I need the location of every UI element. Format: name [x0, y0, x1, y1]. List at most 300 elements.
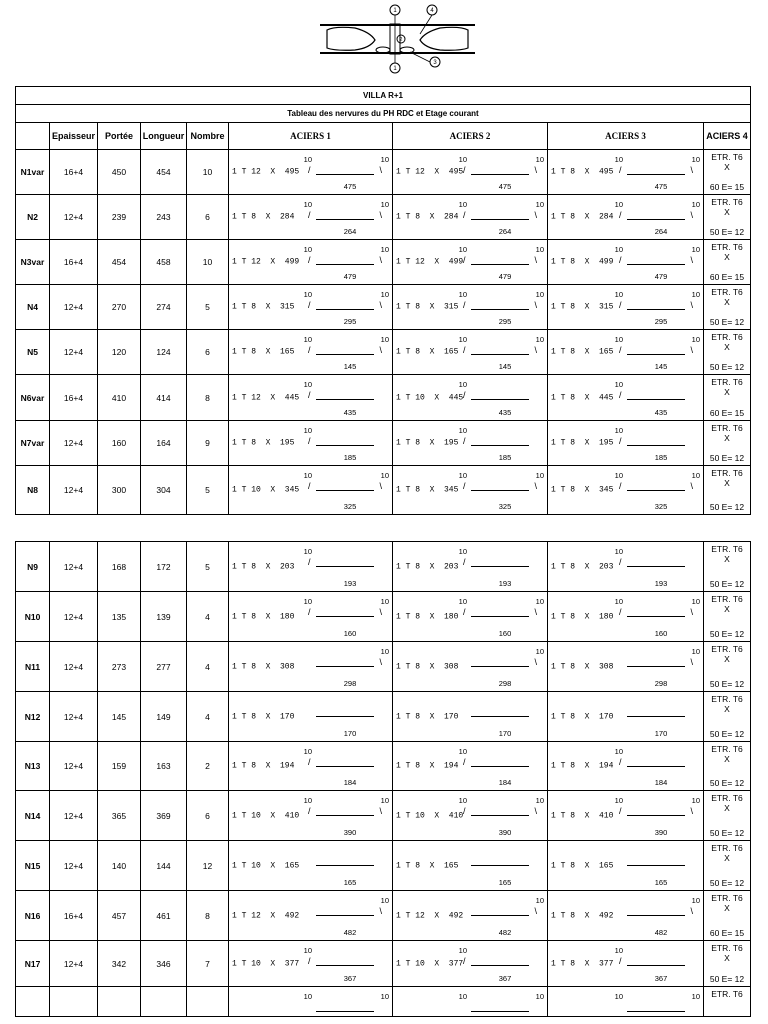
hook-left-length: 10 — [458, 747, 467, 756]
bar-line — [471, 965, 529, 966]
bar-straight-length: 160 — [498, 629, 512, 638]
header-cell: Epaisseur — [50, 123, 98, 150]
hook-right-length: 10 — [691, 471, 700, 480]
hook-left-length: 10 — [303, 245, 312, 254]
stirrup-spacing: 50 E= 12 — [709, 227, 745, 237]
hook-left-length: 10 — [303, 747, 312, 756]
portee-cell: 120 — [98, 330, 141, 375]
aciers-cell — [229, 542, 393, 592]
epaisseur-cell: 12+4 — [50, 466, 98, 515]
stirrup-type: ETR. T6 — [711, 943, 743, 953]
hook-right: \ — [379, 657, 382, 667]
table-row — [16, 375, 751, 421]
hook-right: \ — [690, 345, 693, 355]
rib-section-diagram — [315, 4, 480, 74]
stirrup-spec — [704, 989, 750, 999]
hook-right: \ — [379, 255, 382, 265]
hook-right-length: 10 — [380, 200, 389, 209]
stirrup-spec — [704, 544, 750, 564]
bar-line — [316, 1011, 374, 1012]
bar-shape — [463, 658, 537, 670]
bar-line — [471, 399, 529, 400]
bar-line — [316, 915, 374, 916]
bar-spec: 1 T 12 X 492 — [396, 911, 464, 920]
hook-left-length: 10 — [614, 155, 623, 164]
bar-spec: 1 T 8 X 315 — [551, 302, 614, 312]
hook-left: / — [308, 607, 311, 617]
hook-right-length: 10 — [535, 896, 544, 905]
bar-line — [471, 616, 529, 617]
header-cell: Nombre — [187, 123, 229, 150]
bar-shape — [619, 301, 693, 313]
longueur-cell: 274 — [141, 285, 187, 330]
nombre-cell: 9 — [187, 421, 229, 466]
aciers4-cell — [704, 375, 751, 421]
bar-shape — [619, 708, 693, 720]
aciers4-cell — [704, 941, 751, 987]
bar-shape — [463, 758, 537, 770]
aciers-cell — [548, 642, 704, 692]
bar-line — [627, 716, 685, 717]
aciers-cell — [393, 542, 548, 592]
hook-left: / — [619, 345, 622, 355]
aciers-cell — [229, 240, 393, 285]
bar-line — [627, 766, 685, 767]
stirrup-type: ETR. T6 — [711, 694, 743, 704]
bar-shape — [308, 708, 382, 720]
bar-line — [316, 616, 374, 617]
hook-right-length: 10 — [380, 796, 389, 805]
bar-straight-length: 165 — [498, 878, 512, 887]
bar-line — [471, 666, 529, 667]
bar-straight-length: 479 — [498, 272, 512, 281]
aciers-cell — [393, 592, 548, 642]
aciers4-cell — [704, 987, 751, 1017]
bar-straight-length: 298 — [343, 679, 357, 688]
bar-shape — [463, 807, 537, 819]
stirrup-spacing: 50 E= 12 — [709, 778, 745, 788]
hook-right: \ — [690, 657, 693, 667]
longueur-cell: 172 — [141, 542, 187, 592]
hook-right-length: 10 — [535, 992, 544, 1001]
epaisseur-cell: 16+4 — [50, 375, 98, 421]
rib-name: N10 — [16, 592, 50, 642]
bar-straight-length: 264 — [654, 227, 668, 236]
bar-straight-length: 325 — [498, 502, 512, 511]
table-row — [16, 987, 751, 1017]
hook-right: \ — [379, 300, 382, 310]
bar-line — [471, 766, 529, 767]
bar-spec: 1 T 8 X 315 — [396, 302, 459, 312]
bar-shape — [308, 608, 382, 620]
rib-name: N9 — [16, 542, 50, 592]
bar-line — [316, 666, 374, 667]
bar-line — [627, 1011, 685, 1012]
bar-straight-length: 160 — [654, 629, 668, 638]
bar-shape — [463, 346, 537, 358]
hook-left: / — [619, 607, 622, 617]
aciers4-cell — [704, 285, 751, 330]
bar-shape — [463, 1003, 537, 1015]
bar-line — [627, 815, 685, 816]
bar-spec: 1 T 8 X 315 — [232, 302, 295, 312]
hook-left-length: 10 — [303, 597, 312, 606]
bar-shape — [308, 482, 382, 494]
hook-left: / — [308, 436, 311, 446]
aciers-cell — [393, 941, 548, 987]
ribs-table-top — [15, 86, 751, 515]
aciers-cell — [548, 941, 704, 987]
epaisseur-cell: 16+4 — [50, 150, 98, 195]
stirrup-type: ETR. T6 — [711, 332, 743, 342]
hook-right-length: 10 — [691, 290, 700, 299]
bar-shape — [308, 301, 382, 313]
bar-straight-length: 184 — [654, 778, 668, 787]
hook-left: / — [619, 165, 622, 175]
bar-straight-length: 390 — [498, 828, 512, 837]
hook-right-length: 10 — [535, 796, 544, 805]
aciers-cell — [229, 421, 393, 466]
table-row — [16, 330, 751, 375]
portee-cell: 239 — [98, 195, 141, 240]
stirrup-spec — [704, 423, 750, 443]
hook-right-length: 10 — [380, 992, 389, 1001]
bar-line — [627, 354, 685, 355]
stirrup-x: X — [724, 704, 730, 714]
epaisseur-cell: 12+4 — [50, 642, 98, 692]
portee-cell: 140 — [98, 841, 141, 891]
longueur-cell: 458 — [141, 240, 187, 285]
hook-right: \ — [690, 300, 693, 310]
stirrup-spacing: 60 E= 15 — [709, 408, 745, 418]
stirrup-spec — [704, 152, 750, 172]
bar-shape — [463, 857, 537, 869]
bar-spec: 1 T 8 X 308 — [232, 662, 295, 671]
longueur-cell: 139 — [141, 592, 187, 642]
hook-right-length: 10 — [535, 245, 544, 254]
longueur-cell: 149 — [141, 692, 187, 742]
bar-straight-length: 475 — [654, 182, 668, 191]
bar-spec: 1 T 8 X 194 — [232, 761, 295, 771]
epaisseur-cell: 12+4 — [50, 421, 98, 466]
bar-shape — [308, 437, 382, 449]
nombre-cell: 6 — [187, 791, 229, 841]
hook-right-length: 10 — [691, 992, 700, 1001]
hook-left-length: 10 — [614, 245, 623, 254]
epaisseur-cell: 12+4 — [50, 285, 98, 330]
aciers-cell — [393, 841, 548, 891]
stirrup-spec — [704, 694, 750, 714]
bar-straight-length: 367 — [343, 974, 357, 983]
longueur-cell: 124 — [141, 330, 187, 375]
stirrup-spacing: 50 E= 12 — [709, 974, 745, 984]
aciers4-cell — [704, 891, 751, 941]
bar-spec: 1 T 8 X 195 — [232, 438, 295, 448]
bar-line — [471, 566, 529, 567]
marker-label: 4 — [430, 8, 434, 14]
bar-spec: 1 T 10 X 377 — [232, 959, 300, 968]
portee-cell: 342 — [98, 941, 141, 987]
hook-left-length: 10 — [458, 471, 467, 480]
hook-left-length: 10 — [303, 471, 312, 480]
hook-right: \ — [690, 906, 693, 916]
hook-right-length: 10 — [691, 597, 700, 606]
stirrup-x: X — [724, 433, 730, 443]
portee-cell: 135 — [98, 592, 141, 642]
stirrup-spacing: 50 E= 12 — [709, 729, 745, 739]
bar-shape — [619, 608, 693, 620]
hook-right-length: 10 — [380, 647, 389, 656]
bar-shape — [308, 857, 382, 869]
stirrup-spec — [704, 287, 750, 307]
bar-shape — [619, 558, 693, 570]
table-row — [16, 240, 751, 285]
hook-left: / — [463, 300, 466, 310]
table-row — [16, 150, 751, 195]
aciers-cell — [229, 841, 393, 891]
stirrup-type: ETR. T6 — [711, 544, 743, 554]
bar-spec: 1 T 8 X 195 — [551, 438, 614, 448]
hook-left: / — [463, 481, 466, 491]
aciers-cell — [393, 742, 548, 791]
hook-right: \ — [690, 607, 693, 617]
stirrup-x: X — [724, 953, 730, 963]
portee-cell: 454 — [98, 240, 141, 285]
stirrup-spec — [704, 197, 750, 217]
hook-left: / — [463, 255, 466, 265]
longueur-cell — [141, 987, 187, 1017]
aciers-cell — [393, 891, 548, 941]
epaisseur-cell: 12+4 — [50, 692, 98, 742]
stirrup-type: ETR. T6 — [711, 287, 743, 297]
hook-left: / — [619, 255, 622, 265]
hook-left-length: 10 — [303, 992, 312, 1001]
aciers-cell — [229, 742, 393, 791]
hook-right: \ — [534, 345, 537, 355]
stirrup-spec — [704, 377, 750, 397]
aciers4-cell — [704, 421, 751, 466]
bar-spec: 1 T 8 X 308 — [396, 662, 459, 671]
bar-shape — [463, 907, 537, 919]
bar-shape — [463, 558, 537, 570]
hook-right: \ — [379, 607, 382, 617]
bar-line — [316, 174, 374, 175]
stirrup-x: X — [724, 803, 730, 813]
bar-shape — [619, 1003, 693, 1015]
hook-left: / — [308, 390, 311, 400]
bar-shape — [619, 857, 693, 869]
hook-left-length: 10 — [614, 335, 623, 344]
nombre-cell: 12 — [187, 841, 229, 891]
bar-shape — [308, 211, 382, 223]
hook-left: / — [619, 210, 622, 220]
hook-right-length: 10 — [535, 597, 544, 606]
hook-right: \ — [534, 607, 537, 617]
hook-right: \ — [379, 481, 382, 491]
stirrup-type: ETR. T6 — [711, 152, 743, 162]
hook-left: / — [308, 956, 311, 966]
bar-spec: 1 T 10 X 165 — [232, 861, 300, 870]
stirrup-type: ETR. T6 — [711, 594, 743, 604]
stirrup-x: X — [724, 297, 730, 307]
epaisseur-cell: 12+4 — [50, 941, 98, 987]
aciers-cell — [548, 542, 704, 592]
bar-line — [471, 219, 529, 220]
hook-left: / — [619, 956, 622, 966]
epaisseur-cell: 12+4 — [50, 841, 98, 891]
portee-cell: 273 — [98, 642, 141, 692]
bar-straight-length: 479 — [343, 272, 357, 281]
portee-cell: 160 — [98, 421, 141, 466]
aciers-cell — [548, 692, 704, 742]
bar-spec: 1 T 8 X 180 — [551, 612, 614, 621]
aciers-cell — [393, 987, 548, 1017]
bar-straight-length: 390 — [343, 828, 357, 837]
header-cell: Portée — [98, 123, 141, 150]
bar-spec: 1 T 8 X 345 — [551, 485, 614, 495]
aciers-cell — [229, 891, 393, 941]
bar-straight-length: 170 — [498, 729, 512, 738]
stirrup-spacing: 50 E= 12 — [709, 579, 745, 589]
aciers-cell — [548, 841, 704, 891]
longueur-cell: 304 — [141, 466, 187, 515]
bar-shape — [308, 166, 382, 178]
bar-straight-length: 145 — [343, 362, 357, 371]
portee-cell: 457 — [98, 891, 141, 941]
nombre-cell: 8 — [187, 891, 229, 941]
bar-line — [316, 566, 374, 567]
nombre-cell: 4 — [187, 692, 229, 742]
hook-right: \ — [690, 255, 693, 265]
aciers4-cell — [704, 692, 751, 742]
aciers-cell — [548, 466, 704, 515]
bar-line — [627, 965, 685, 966]
hook-right: \ — [534, 255, 537, 265]
bar-spec: 1 T 8 X 194 — [396, 761, 459, 771]
hook-right-length: 10 — [691, 335, 700, 344]
stirrup-x: X — [724, 903, 730, 913]
hook-left-length: 10 — [458, 992, 467, 1001]
bar-line — [627, 666, 685, 667]
bar-line — [471, 354, 529, 355]
aciers4-cell — [704, 195, 751, 240]
bar-spec: 1 T 8 X 203 — [232, 562, 295, 571]
hook-left: / — [308, 557, 311, 567]
bar-spec: 1 T 8 X 180 — [232, 612, 295, 621]
longueur-cell: 164 — [141, 421, 187, 466]
hook-left: / — [619, 436, 622, 446]
bar-spec: 1 T 8 X 284 — [551, 212, 614, 222]
hook-right-length: 10 — [535, 647, 544, 656]
nombre-cell: 5 — [187, 466, 229, 515]
hook-left-length: 10 — [458, 547, 467, 556]
stirrup-type: ETR. T6 — [711, 843, 743, 853]
aciers4-cell — [704, 466, 751, 515]
rib-name: N13 — [16, 742, 50, 791]
bar-line — [627, 566, 685, 567]
bar-spec: 1 T 12 X 495 — [232, 167, 300, 177]
aciers4-cell — [704, 150, 751, 195]
bar-line — [627, 915, 685, 916]
aciers-cell — [229, 150, 393, 195]
aciers-cell — [229, 692, 393, 742]
portee-cell: 145 — [98, 692, 141, 742]
bar-straight-length: 482 — [654, 928, 668, 937]
bar-shape — [619, 346, 693, 358]
table-row — [16, 285, 751, 330]
bar-straight-length: 325 — [654, 502, 668, 511]
stirrup-spacing: 50 E= 12 — [709, 878, 745, 888]
bar-straight-length: 482 — [343, 928, 357, 937]
bar-spec: 1 T 8 X 194 — [551, 761, 614, 771]
bar-straight-length: 435 — [654, 408, 668, 417]
bar-spec: 1 T 8 X 165 — [551, 861, 614, 870]
hook-left: / — [463, 165, 466, 175]
hook-left-length: 10 — [303, 796, 312, 805]
hook-left-length: 10 — [614, 426, 623, 435]
stirrup-spacing: 50 E= 12 — [709, 679, 745, 689]
bar-spec: 1 T 8 X 195 — [396, 438, 459, 448]
marker-label: 1 — [393, 66, 397, 72]
portee-cell — [98, 987, 141, 1017]
nombre-cell: 4 — [187, 642, 229, 692]
table-row — [16, 692, 751, 742]
bar-line — [316, 445, 374, 446]
bar-line — [316, 766, 374, 767]
bar-straight-length: 193 — [498, 579, 512, 588]
stirrup-type: ETR. T6 — [711, 197, 743, 207]
bar-spec: 1 T 8 X 377 — [551, 959, 614, 968]
nombre-cell: 5 — [187, 285, 229, 330]
bar-line — [471, 490, 529, 491]
stirrup-spacing: 60 E= 15 — [709, 272, 745, 282]
stirrup-spacing: 50 E= 12 — [709, 828, 745, 838]
hook-left: / — [463, 956, 466, 966]
rib-name: N3var — [16, 240, 50, 285]
rib-name: N11 — [16, 642, 50, 692]
bar-straight-length: 170 — [343, 729, 357, 738]
bar-straight-length: 479 — [654, 272, 668, 281]
hook-left-length: 10 — [458, 597, 467, 606]
stirrup-x: X — [724, 853, 730, 863]
bar-shape — [308, 256, 382, 268]
stirrup-type: ETR. T6 — [711, 377, 743, 387]
rib-name: N16 — [16, 891, 50, 941]
bar-line — [471, 1011, 529, 1012]
aciers-cell — [393, 150, 548, 195]
bar-shape — [308, 658, 382, 670]
bar-straight-length: 325 — [343, 502, 357, 511]
bar-line — [471, 309, 529, 310]
bar-spec: 1 T 8 X 170 — [551, 712, 614, 721]
stirrup-x: X — [724, 754, 730, 764]
bar-line — [471, 716, 529, 717]
bar-spec: 1 T 8 X 170 — [232, 712, 295, 721]
bar-straight-length: 185 — [498, 453, 512, 462]
bar-straight-length: 165 — [654, 878, 668, 887]
hook-left-length: 10 — [303, 380, 312, 389]
table-row — [16, 891, 751, 941]
bar-straight-length: 193 — [654, 579, 668, 588]
bar-straight-length: 264 — [343, 227, 357, 236]
hook-right: \ — [690, 481, 693, 491]
hook-left-length: 10 — [614, 290, 623, 299]
rib-name: N17 — [16, 941, 50, 987]
aciers-cell — [548, 150, 704, 195]
bar-straight-length: 264 — [498, 227, 512, 236]
hook-left-length: 10 — [614, 597, 623, 606]
header-cell — [16, 123, 50, 150]
